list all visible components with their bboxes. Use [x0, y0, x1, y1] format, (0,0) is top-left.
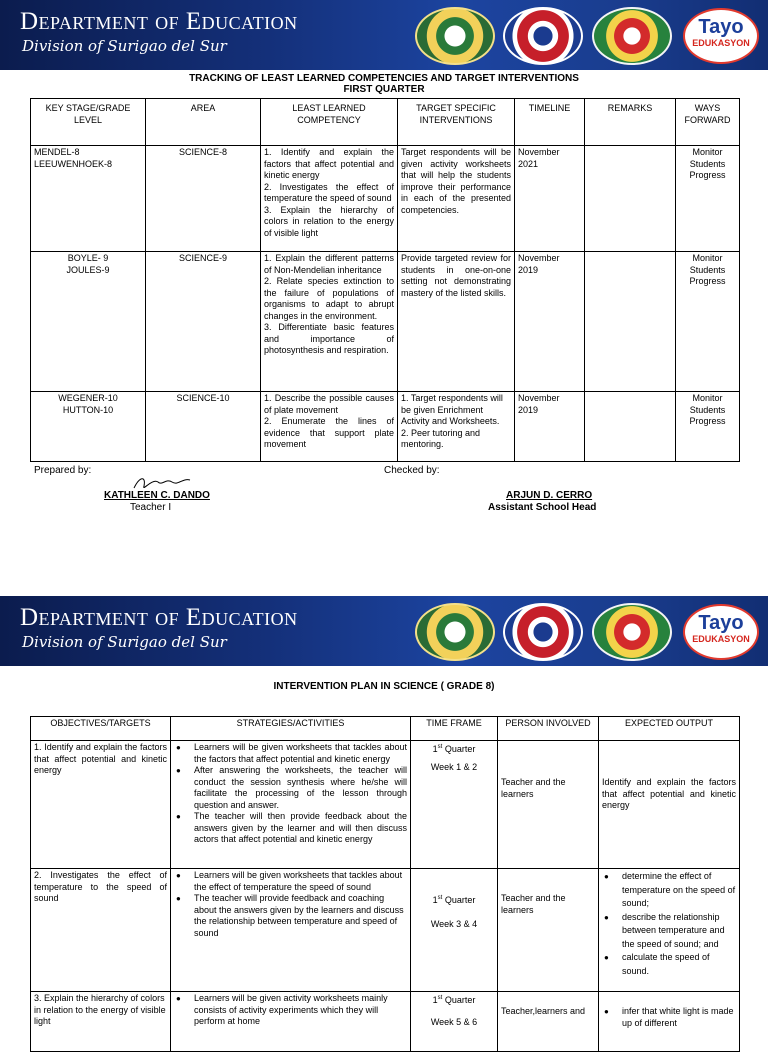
table-row: [31, 741, 740, 869]
timeline-cell: November 2021: [515, 146, 585, 252]
grade-cell: WEGENER-10 HUTTON-10: [31, 392, 146, 462]
list-item: ● describe the relationship between temperature and the speed of sound; and: [622, 911, 736, 952]
remarks-cell: [585, 392, 676, 462]
header-banner: [0, 596, 768, 666]
preparer-name: KATHLEEN C. DANDO: [104, 490, 210, 501]
list-item: ● Learners will be given worksheets that tackles about the factors that affect potential and kinetic energy: [194, 742, 407, 765]
tracking-title: TRACKING OF LEAST LEARNED COMPETENCIES AND TARGET INTERVENTIONS FIRST QUARTER: [189, 73, 579, 95]
deped-title: Department of Education: [20, 8, 298, 35]
col-header-objectives: OBJECTIVES/TARGETS: [31, 717, 171, 741]
person-cell: Teacher and the learners: [498, 741, 599, 869]
remarks-cell: [585, 146, 676, 252]
list-item: ● The teacher will provide feedback and coaching about the answers given by the learners and discuss the relationship between temperature and speed of sound: [194, 893, 407, 939]
expected-output-cell: [599, 992, 740, 1052]
deped-title: Department of Education: [20, 604, 298, 631]
grade-cell: BOYLE- 9 JOULES-9: [31, 252, 146, 392]
competency-cell: 1. Identify and explain the factors that affect potential and kinetic energy 2. Investigates the effect of temperature the speed of sound 3. Explain the hierarchy of colors in relation to the energy of visible light: [261, 146, 398, 252]
table-row: [31, 146, 740, 252]
timeline-cell: November 2019: [515, 392, 585, 462]
list-item: ● Learners will be given worksheets that tackles about the effect of temperature the speed of sound: [194, 870, 407, 893]
objective-cell: 1. Identify and explain the factors that affect potential and kinetic energy: [31, 741, 171, 869]
person-cell: Teacher,learners and: [498, 992, 599, 1052]
tracking-table: [30, 98, 740, 462]
deped-seal-icon: [503, 7, 583, 65]
col-header-intervention: TARGET SPECIFIC INTERVENTIONS: [398, 99, 515, 146]
objective-cell: 2. Investigates the effect of temperature to the speed of sound: [31, 869, 171, 992]
competency-cell: 1. Explain the different patterns of Non-Mendelian inheritance 2. Relate species extinction to the failure of populations of organisms to adapt to abrupt changes in the environment. 3. Differentiate basic features and importance of photosynthesis and respiration.: [261, 252, 398, 392]
remarks-cell: [585, 252, 676, 392]
col-header-area: AREA: [146, 99, 261, 146]
ways-forward-cell: Monitor Students Progress: [676, 252, 740, 392]
division-name: Division of Surigao del Sur: [22, 37, 227, 55]
expected-output-cell: Identify and explain the factors that affect potential and kinetic energy: [599, 741, 740, 869]
intervention-cell: Provide targeted review for students in one-on-one setting not demonstrating mastery of the listed skills.: [398, 252, 515, 392]
list-item: ● infer that white light is made up of different: [622, 1006, 736, 1029]
time-frame-cell: 1st Quarter Week 5 & 6: [411, 992, 498, 1052]
col-header-expected-output: EXPECTED OUTPUT: [599, 717, 740, 741]
school-seal-icon: [415, 7, 495, 65]
table-row: [31, 992, 740, 1052]
intervention-cell: 1. Target respondents will be given Enrichment Activity and Worksheets. 2. Peer tutoring and mentoring.: [398, 392, 515, 462]
table-row: [31, 869, 740, 992]
division-seal-icon: [592, 603, 672, 661]
list-item: ● The teacher will then provide feedback about the answers given by the learner and will then discuss actors that affect potential and kinetic energy: [194, 811, 407, 846]
prepared-by-label: Prepared by:: [34, 465, 92, 476]
tayo-logo: Tayo EDUKASYON: [683, 604, 759, 660]
school-seal-icon: [415, 603, 495, 661]
col-header-competency: LEAST LEARNED COMPETENCY: [261, 99, 398, 146]
col-header-time-frame: TIME FRAME: [411, 717, 498, 741]
col-header-grade: KEY STAGE/GRADE LEVEL: [31, 99, 146, 146]
area-cell: SCIENCE-9: [146, 252, 261, 392]
intervention-plan-title: INTERVENTION PLAN IN SCIENCE ( GRADE 8): [273, 681, 495, 692]
list-item: ● After answering the worksheets, the teacher will conduct the session synthesis where he/she will facilitate the processing of the lesson through question and answer.: [194, 765, 407, 811]
header-banner: [0, 0, 768, 70]
strategies-cell: [171, 741, 411, 869]
checked-by-label: Checked by:: [384, 465, 440, 476]
competency-cell: 1. Describe the possible causes of plate movement 2. Enumerate the lines of evidence that support plate movement: [261, 392, 398, 462]
tayo-logo: Tayo EDUKASYON: [683, 8, 759, 64]
area-cell: SCIENCE-8: [146, 146, 261, 252]
ways-forward-cell: Monitor Students Progress: [676, 146, 740, 252]
checker-name: ARJUN D. CERRO: [506, 490, 593, 501]
division-seal-icon: [592, 7, 672, 65]
checker-title: Assistant School Head: [488, 502, 597, 513]
person-cell: Teacher and the learners: [498, 869, 599, 992]
strategies-cell: [171, 992, 411, 1052]
timeline-cell: November 2019: [515, 252, 585, 392]
preparer-title: Teacher I: [130, 502, 172, 513]
strategies-cell: [171, 869, 411, 992]
table-row: [31, 392, 740, 462]
table-row: [31, 252, 740, 392]
grade-cell: MENDEL-8 LEEUWENHOEK-8: [31, 146, 146, 252]
area-cell: SCIENCE-10: [146, 392, 261, 462]
intervention-cell: Target respondents will be given activity worksheets that will help the students improve their performance in each of the presented competencies.: [398, 146, 515, 252]
col-header-person: PERSON INVOLVED: [498, 717, 599, 741]
col-header-remarks: REMARKS: [585, 99, 676, 146]
col-header-strategies: STRATEGIES/ACTIVITIES: [171, 717, 411, 741]
col-header-ways-forward: WAYS FORWARD: [676, 99, 740, 146]
ways-forward-cell: Monitor Students Progress: [676, 392, 740, 462]
time-frame-cell: 1st Quarter Week 1 & 2: [411, 741, 498, 869]
col-header-timeline: TIMELINE: [515, 99, 585, 146]
list-item: ● determine the effect of temperature on the speed of sound;: [622, 870, 736, 911]
division-name: Division of Surigao del Sur: [22, 633, 227, 651]
expected-output-cell: [599, 869, 740, 992]
objective-cell: 3. Explain the hierarchy of colors in relation to the energy of visible light: [31, 992, 171, 1052]
list-item: ● calculate the speed of sound.: [622, 951, 736, 978]
list-item: ● Learners will be given activity worksheets mainly consists of activity experiments which they will perform at home: [194, 993, 407, 1028]
time-frame-cell: 1st Quarter Week 3 & 4: [411, 869, 498, 992]
deped-seal-icon: [503, 603, 583, 661]
intervention-table: [30, 716, 740, 1052]
